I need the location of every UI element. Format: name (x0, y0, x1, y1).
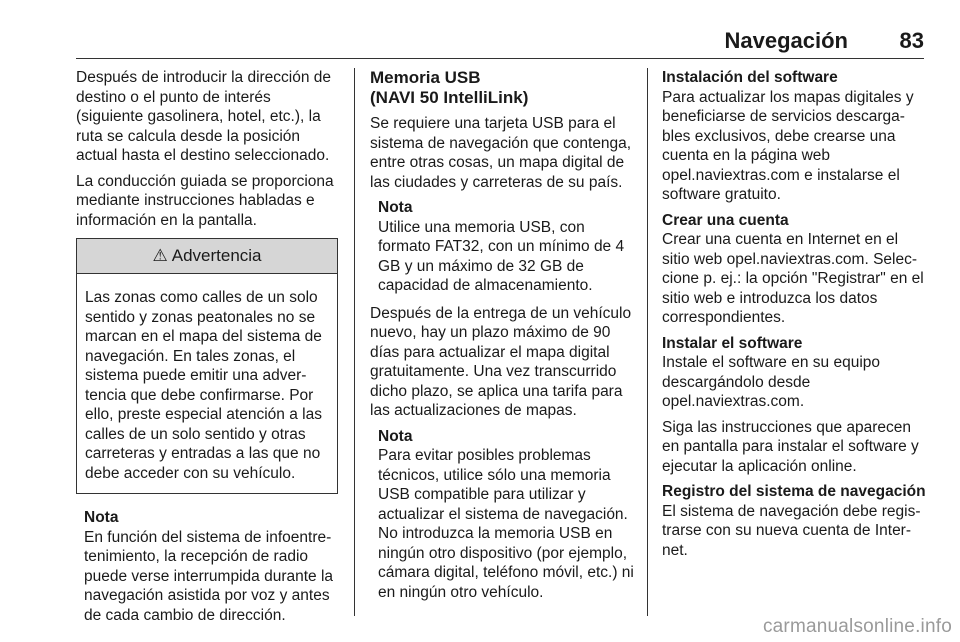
watermark: carmanualsonline.info (762, 616, 952, 637)
warning-box (76, 238, 338, 494)
paragraph: Crear una cuenta en Internet en el sitio web opel.naviextras.com. Selec-cione p. ej.: la opción "Registrar" en el sitio web e introduzca los datos correspondientes. (662, 231, 924, 326)
header-rule (76, 58, 924, 59)
subsection-title: Registro del sistema de navegación (662, 483, 926, 500)
paragraph: Para actualizar los mapas digitales y beneficiarse de servicios descarga-bles exclusivos, debe crearse una cuenta en la página web opel.naviextras.com e instalarse el software gratuito. (662, 88, 914, 203)
warning-title: Advertencia (171, 246, 262, 266)
note-block (378, 198, 636, 296)
paragraph: Siga las instrucciones que aparecen en pantalla para instalar el software y ejecutar la aplicación online. (662, 418, 919, 475)
warning-triangle-icon: ⚠ (152, 246, 168, 266)
note-title: Nota (378, 427, 413, 445)
note-text: Utilice una memoria USB, con formato FAT32, con un mínimo de 4 GB y un máximo de 32 GB de capacidad de almacenamiento. (378, 218, 625, 294)
note-title: Nota (378, 199, 413, 216)
column-1 (76, 68, 340, 633)
column-3 (662, 68, 926, 566)
note-text: Para evitar posibles problemas técnicos, utilice sólo una memoria USB compatible para utilizar y actualizar el sistema de navegación. No introduzca la memoria USB en ningún otro dispositivo (por ejemplo, cámara digital, teléfono móvil, etc.) ni en ningún otro vehículo. (378, 447, 634, 601)
note-block (378, 427, 636, 603)
page-number: 83 (899, 28, 924, 53)
paragraph: Instale el software en su equipo descargándolo desde opel.naviextras.com. (662, 354, 880, 410)
heading-line-2: (NAVI 50 IntelliLink) (370, 88, 529, 107)
note-title: Nota (84, 509, 119, 526)
warning-header (77, 239, 337, 274)
page-header (0, 22, 960, 58)
paragraph: Se requiere una tarjeta USB para el sistema de navegación que contenga, entre otras cosas, un mapa digital de las ciudades y carreteras de su país. (370, 115, 632, 191)
paragraph: Después de introducir la dirección de destino o el punto de interés (siguiente gasolinera, hotel, etc.), la ruta se calcula desde la posición actual hasta el destino seleccionado. (76, 69, 332, 164)
paragraph: La conducción guiada se proporciona mediante instrucciones habladas e información en la pantalla. (76, 172, 334, 229)
column-2 (370, 68, 636, 610)
paragraph: Después de la entrega de un vehículo nuevo, hay un plazo máximo de 90 días para actualizar el mapa digital gratuitamente. Una vez transcurrido dicho plazo, se aplica una tarifa para las actualizaciones de mapas. (370, 304, 632, 419)
section-title: Navegación (724, 28, 848, 53)
paragraph: El sistema de navegación debe regis-trarse con su nueva cuenta de Inter-net. (662, 502, 921, 559)
warning-body: Las zonas como calles de un solo sentido y zonas peatonales no se marcan en el mapa del sistema de navegación. En tales zonas, el sistema puede emitir una adver-tencia que debe confirmarse. Por ello, preste especial atención a las calles de un solo sentido y otras carreteras y entradas a las que no debe acceder con su vehículo. (85, 289, 322, 482)
heading-line-1: Memoria USB (370, 68, 481, 87)
subsection-title: Instalar el software (662, 334, 803, 352)
section-heading (370, 68, 636, 108)
column-divider (354, 68, 355, 616)
note-block (84, 508, 340, 625)
column-divider (647, 68, 648, 616)
subsection-title: Instalación del software (662, 69, 838, 86)
subsection-title: Crear una cuenta (662, 211, 789, 229)
note-text: En función del sistema de infoentre-tenimiento, la recepción de radio puede verse interrumpida durante la navegación asistida por voz y antes de cada cambio de dirección. (84, 528, 334, 624)
